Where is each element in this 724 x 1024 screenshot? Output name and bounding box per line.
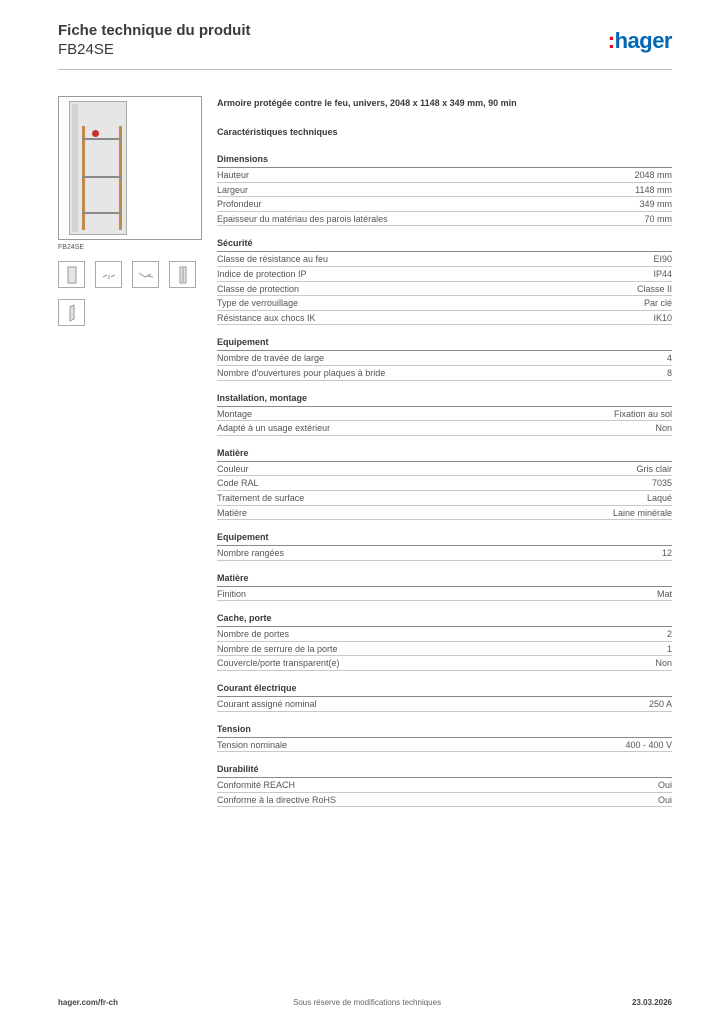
footer-date: 23.03.2026	[631, 998, 672, 1007]
spec-value: IP44	[653, 268, 672, 279]
cabinet-angle-icon	[62, 303, 82, 323]
spec-row	[217, 793, 672, 808]
spec-label: Adapté à un usage extérieur	[217, 423, 331, 434]
spec-value: Laine minérale	[612, 507, 672, 518]
spec-section	[217, 237, 672, 325]
footer-website[interactable]: hager.com/fr-ch	[58, 998, 119, 1007]
spec-value: Fixation au sol	[613, 408, 672, 419]
spec-section	[217, 612, 672, 671]
thumbnail-cabinet-angle[interactable]	[58, 299, 85, 326]
spec-value: 2048 mm	[634, 170, 672, 180]
hager-logo	[608, 28, 672, 54]
spec-row	[217, 697, 672, 712]
spec-label: Tension nominale	[217, 739, 288, 750]
section-title: Equipement	[217, 336, 672, 351]
spec-value: 1	[666, 643, 672, 654]
spec-label: Code RAL	[217, 478, 259, 489]
spec-value: Oui	[657, 794, 672, 805]
spec-label: Nombre de travée de large	[217, 353, 325, 364]
spec-row	[217, 656, 672, 671]
spec-value: IK10	[653, 312, 672, 323]
spec-row	[217, 282, 672, 297]
spec-label: Matière	[217, 507, 248, 518]
section-title: Installation, montage	[217, 392, 672, 407]
section-title: Durabilité	[217, 763, 672, 778]
spec-row	[217, 546, 672, 561]
spec-label: Résistance aux chocs IK	[217, 312, 316, 323]
thumbnail-cabinet-front[interactable]	[58, 261, 85, 288]
detail-drawing-icon	[136, 265, 156, 285]
section-title: Dimensions	[217, 153, 672, 168]
spec-value: Laqué	[646, 492, 672, 503]
cabinet-illustration-icon	[69, 101, 127, 235]
spec-row	[217, 296, 672, 311]
section-title: Sécurité	[217, 237, 672, 252]
spec-label: Epaisseur du matériau des parois latérales	[217, 213, 388, 224]
spec-value: Oui	[657, 780, 672, 791]
spec-label: Nombre rangées	[217, 548, 285, 559]
spec-section	[217, 447, 672, 520]
thumbnail-dimension-drawing[interactable]	[95, 261, 122, 288]
product-code: FB24SE	[58, 41, 114, 58]
spec-label: Conforme à la directive RoHS	[217, 794, 337, 805]
spec-value: 1148 mm	[635, 184, 672, 195]
spec-label: Conformité REACH	[217, 780, 296, 791]
spec-value: Classe II	[636, 283, 672, 294]
spec-row	[217, 587, 672, 602]
spec-row	[217, 183, 672, 198]
spec-value: 12	[661, 548, 672, 559]
spec-row	[217, 197, 672, 212]
spec-value: Mat	[656, 588, 672, 599]
spec-row	[217, 506, 672, 521]
spec-row	[217, 778, 672, 793]
spec-row	[217, 267, 672, 282]
cabinet-front-icon	[62, 265, 82, 285]
spec-label: Classe de protection	[217, 283, 300, 294]
product-main-image[interactable]	[58, 96, 202, 240]
spec-value: Par clé	[643, 298, 672, 309]
thumbnail-detail-drawing[interactable]	[132, 261, 159, 288]
footer-note: Sous réserve de modifications techniques	[293, 998, 442, 1007]
spec-section	[217, 572, 672, 602]
specs-title: Caractéristiques techniques	[217, 127, 338, 137]
spec-value: 8	[666, 367, 672, 378]
image-panel	[58, 96, 202, 326]
spec-row	[217, 252, 672, 267]
spec-row	[217, 627, 672, 642]
spec-value: Gris clair	[636, 463, 672, 474]
section-title: Matière	[217, 447, 672, 462]
spec-value: Non	[655, 658, 672, 669]
spec-value: 250 A	[648, 699, 672, 710]
spec-row	[217, 351, 672, 366]
spec-section	[217, 153, 672, 226]
spec-label: Couvercle/porte transparent(e)	[217, 658, 340, 669]
spec-row	[217, 311, 672, 326]
spec-value: 4	[666, 353, 672, 364]
section-title: Tension	[217, 723, 672, 738]
spec-section	[217, 682, 672, 712]
section-title: Cache, porte	[217, 612, 672, 627]
spec-value: EI90	[653, 254, 672, 265]
spec-value: 70 mm	[644, 213, 672, 224]
product-description: Armoire protégée contre le feu, univers, 2048 x 1148 x 349 mm, 90 min	[217, 98, 517, 108]
spec-row	[217, 462, 672, 477]
spec-label: Nombre d'ouvertures pour plaques à bride	[217, 367, 386, 378]
spec-row	[217, 421, 672, 436]
section-title: Courant électrique	[217, 682, 672, 697]
spec-value: 7035	[651, 478, 672, 489]
spec-sections	[217, 153, 672, 807]
page-header	[58, 22, 672, 70]
dimension-drawing-icon	[99, 265, 119, 285]
spec-label: Traitement de surface	[217, 492, 305, 503]
spec-section	[217, 392, 672, 436]
spec-label: Couleur	[217, 463, 249, 474]
spec-label: Type de verrouillage	[217, 298, 299, 309]
spec-row	[217, 642, 672, 657]
spec-label: Nombre de serrure de la porte	[217, 643, 338, 654]
spec-label: Courant assigné nominal	[217, 699, 317, 710]
section-title: Matière	[217, 572, 672, 587]
spec-content	[217, 97, 672, 818]
section-title: Equipement	[217, 531, 672, 546]
spec-label: Indice de protection IP	[217, 268, 307, 279]
logo-dots-icon: :	[607, 28, 615, 53]
logo-word: hager	[614, 28, 672, 53]
spec-label: Largeur	[217, 184, 249, 195]
spec-row	[217, 738, 672, 753]
spec-value: 2	[666, 629, 672, 640]
spec-label: Finition	[217, 588, 247, 599]
spec-label: Montage	[217, 408, 253, 419]
spec-section	[217, 723, 672, 753]
page-title: Fiche technique du produit	[58, 22, 251, 39]
spec-row	[217, 168, 672, 183]
spec-value: 400 - 400 V	[625, 739, 672, 750]
spec-row	[217, 476, 672, 491]
spec-value: 349 mm	[639, 199, 672, 210]
thumbnail-cabinet-side[interactable]	[169, 261, 196, 288]
spec-row	[217, 212, 672, 227]
spec-row	[217, 366, 672, 381]
image-caption: FB24SE	[58, 244, 85, 251]
spec-label: Classe de résistance au feu	[217, 254, 329, 265]
spec-row	[217, 491, 672, 506]
spec-section	[217, 336, 672, 380]
spec-label: Hauteur	[217, 170, 250, 180]
spec-row	[217, 407, 672, 422]
spec-section	[217, 763, 672, 807]
spec-label: Nombre de portes	[217, 629, 290, 640]
thumbnail-strip	[58, 261, 202, 326]
spec-value: Non	[655, 423, 672, 434]
spec-section	[217, 531, 672, 561]
cabinet-side-icon	[173, 265, 193, 285]
spec-label: Profondeur	[217, 199, 262, 210]
